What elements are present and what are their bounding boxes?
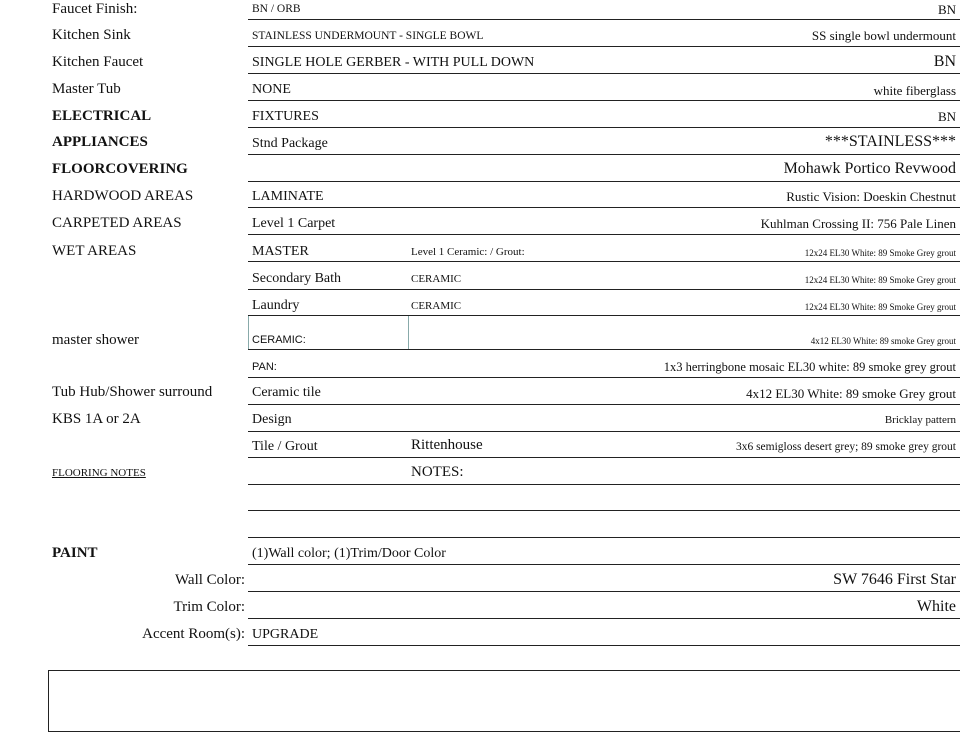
rule-line: [248, 73, 960, 74]
row-label: Kitchen Sink: [52, 27, 131, 43]
row-label: WET AREAS: [52, 243, 137, 259]
row-label: KBS 1A or 2A: [52, 411, 141, 427]
row-spec: PAN:: [252, 361, 277, 373]
row-value: 12x24 EL30 White: 89 Smoke Grey grout: [804, 302, 956, 312]
rule-line: [248, 484, 960, 485]
row-detail: Level 1 Ceramic: / Grout:: [411, 246, 525, 258]
row-detail: CERAMIC: [411, 273, 462, 285]
row-spec: Ceramic tile: [252, 385, 321, 400]
row-label: master shower: [52, 332, 140, 348]
rule-line: [248, 618, 960, 619]
notes-box: [48, 670, 960, 732]
row-spec: LAMINATE: [252, 189, 324, 204]
row-spec: FIXTURES: [252, 109, 319, 124]
rule-line: [248, 457, 960, 458]
row-label: FLOORING NOTES: [52, 467, 146, 479]
rule-line: [248, 207, 960, 208]
wall-color-label: Wall Color:: [174, 572, 245, 588]
row-value: ***STAINLESS***: [824, 133, 956, 150]
rule-line: [248, 315, 960, 316]
cell-divider: [248, 316, 249, 349]
rule-line: [248, 154, 960, 155]
row-value: BN: [937, 109, 956, 124]
trim-color-label: Trim Color:: [173, 599, 245, 615]
row-value: BN: [933, 53, 956, 70]
rule-line: [248, 377, 960, 378]
paint-spec: (1)Wall color; (1)Trim/Door Color: [252, 546, 446, 561]
cell-divider: [408, 316, 409, 349]
row-spec: SINGLE HOLE GERBER - WITH PULL DOWN: [252, 55, 535, 70]
rule-line: [248, 127, 960, 128]
rule-line: [248, 100, 960, 101]
accent-rooms-label: Accent Room(s):: [142, 626, 245, 642]
row-value: Bricklay pattern: [884, 414, 956, 426]
row-spec: Tile / Grout: [252, 439, 318, 454]
row-spec: Design: [252, 412, 292, 427]
row-label: CARPETED AREAS: [52, 215, 182, 231]
row-value: Rustic Vision: Doeskin Chestnut: [786, 189, 956, 204]
rule-line: [248, 349, 960, 350]
row-value: white fiberglass: [873, 83, 956, 98]
rule-line: [248, 46, 960, 47]
row-label: Tub Hub/Shower surround: [52, 384, 213, 400]
row-label: HARDWOOD AREAS: [52, 188, 194, 204]
rule-line: [248, 289, 960, 290]
row-value: Mohawk Portico Revwood: [783, 160, 956, 177]
rule-line: [248, 404, 960, 405]
row-detail: CERAMIC: [411, 300, 462, 312]
rule-line: [248, 645, 960, 646]
row-value: 12x24 EL30 White: 89 Smoke Grey grout: [804, 275, 956, 285]
rule-line: [248, 431, 960, 432]
row-spec: MASTER: [252, 244, 309, 259]
paint-label: PAINT: [52, 545, 98, 561]
row-value: Kuhlman Crossing II: 756 Pale Linen: [760, 216, 956, 231]
trim-color-value: White: [916, 598, 956, 615]
row-spec: NONE: [252, 82, 291, 97]
row-spec: Level 1 Carpet: [252, 216, 336, 231]
row-value: SS single bowl undermount: [811, 28, 956, 43]
rule-line: [248, 234, 960, 235]
notes-heading: NOTES:: [411, 464, 464, 480]
row-label: FLOORCOVERING: [52, 161, 188, 177]
row-detail: Rittenhouse: [411, 437, 483, 453]
row-label: Master Tub: [52, 81, 121, 97]
rule-line: [248, 510, 960, 511]
row-spec: BN / ORB: [252, 3, 301, 15]
rule-line: [248, 261, 960, 262]
row-label: ELECTRICAL: [52, 108, 152, 124]
row-label: APPLIANCES: [52, 134, 148, 150]
row-value: 12x24 EL30 White: 89 Smoke Grey grout: [804, 248, 956, 258]
rule-line: [248, 181, 960, 182]
row-spec: Stnd Package: [252, 136, 328, 151]
wall-color-value: SW 7646 First Star: [833, 571, 956, 588]
row-label: Kitchen Faucet: [52, 54, 144, 70]
rule-line: [248, 19, 960, 20]
rule-line: [248, 564, 960, 565]
row-value: 1x3 herringbone mosaic EL30 white: 89 smoke grey grout: [663, 360, 956, 374]
row-spec: STAINLESS UNDERMOUNT - SINGLE BOWL: [252, 30, 484, 42]
row-spec: Secondary Bath: [252, 271, 342, 286]
row-value: 4x12 EL30 White: 89 smoke Grey grout: [746, 386, 956, 401]
row-spec: CERAMIC:: [252, 334, 306, 346]
accent-rooms-value: UPGRADE: [252, 627, 319, 642]
row-spec: Laundry: [252, 298, 300, 313]
row-value: BN: [937, 2, 956, 17]
row-label: Faucet Finish:: [52, 1, 138, 17]
rule-line: [248, 591, 960, 592]
row-value: 3x6 semigloss desert grey; 89 smoke grey grout: [735, 441, 956, 453]
rule-line: [248, 537, 960, 538]
row-value: 4x12 EL30 White: 89 smoke Grey grout: [810, 336, 956, 346]
